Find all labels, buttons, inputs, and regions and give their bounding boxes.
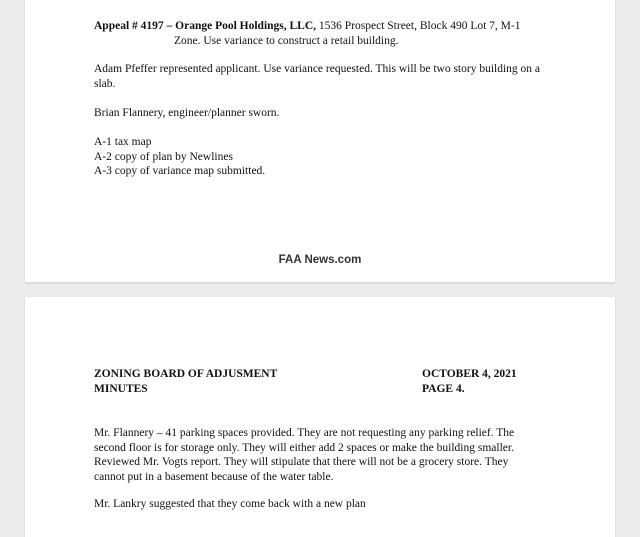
flannery-paragraph xyxy=(94,426,554,484)
applicant-paragraph xyxy=(94,62,554,91)
paragraph-line: slab. xyxy=(94,77,116,90)
page-number: PAGE 4. xyxy=(422,382,465,395)
faa-news-link[interactable]: FAA News.com xyxy=(278,254,362,266)
lankry-paragraph: Mr. Lankry suggested that they come back with a new plan xyxy=(94,498,366,510)
exhibit-list xyxy=(94,135,554,179)
appeal-zone-line: Zone. Use variance to construct a retail building. xyxy=(174,34,399,47)
board-title: ZONING BOARD OF ADJUSMENT xyxy=(94,368,278,380)
document-page-2 xyxy=(25,297,615,537)
minutes-label: MINUTES xyxy=(94,382,148,395)
paragraph-line: cannot put in a basement because of the water table. xyxy=(94,470,334,483)
cut-off-text-line xyxy=(94,0,554,1)
meeting-date: OCTOBER 4, 2021 xyxy=(422,368,517,380)
paragraph-line: Mr. Flannery – 41 parking spaces provided. They are not requesting any parking relief. The xyxy=(94,427,515,439)
exhibit-item: A-3 copy of variance map submitted. xyxy=(94,165,266,178)
appeal-address: 1536 Prospect Street, Block 490 Lot 7, M-1 xyxy=(316,20,521,32)
appeal-title: Appeal # 4197 – Orange Pool Holdings, LLC, xyxy=(94,20,317,32)
board-header xyxy=(94,367,277,396)
paragraph-line: Reviewed Mr. Vogts report. They will stipulate that there will not be a grocery store. They xyxy=(94,456,509,469)
appeal-heading xyxy=(94,19,554,48)
document-page-1 xyxy=(25,0,615,282)
paragraph-line: Adam Pfeffer represented applicant. Use variance requested. This will be two story building on a xyxy=(94,63,541,75)
paragraph-line: second floor is for storage only. They will either add 2 spaces or make the building smaller. xyxy=(94,441,514,454)
date-header xyxy=(422,367,517,396)
exhibit-item: A-1 tax map xyxy=(94,136,152,148)
sworn-paragraph: Brian Flannery, engineer/planner sworn. xyxy=(94,107,280,119)
exhibit-item: A-2 copy of plan by Newlines xyxy=(94,150,233,163)
